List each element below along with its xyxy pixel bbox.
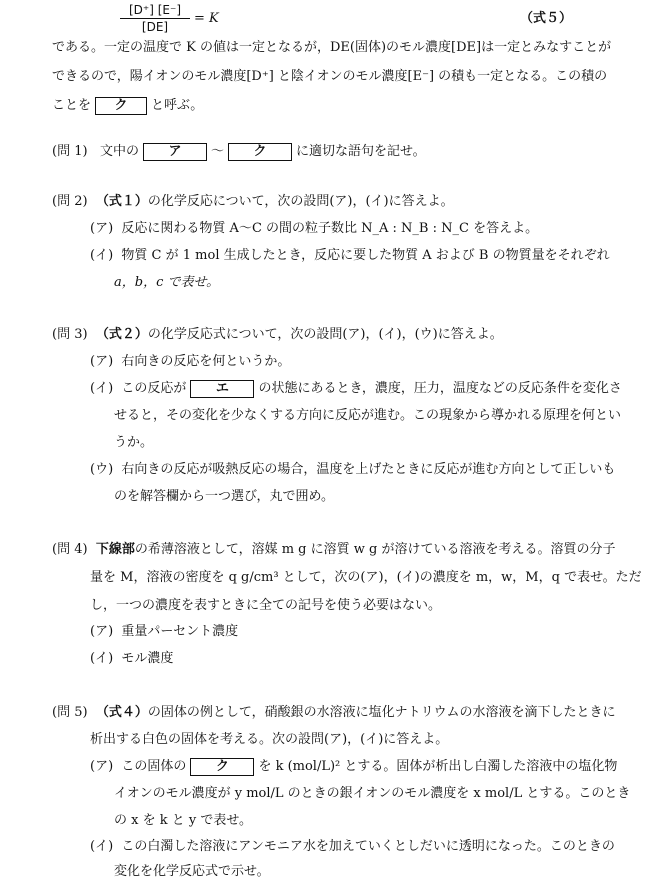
blank-box-ku-q1[interactable]: ク bbox=[228, 143, 292, 161]
question-2: (問 2) （式１）の化学反応について，次の設問(ア)，(イ)に答えよ。 bbox=[52, 194, 454, 209]
q2-b-line-1: (イ) 物質 C が 1 mol 生成したとき，反応に要した物質 A および B の物質量をそれぞれ bbox=[90, 248, 610, 263]
q4-line-2: 量を M，溶液の密度を q g/cm³ として，次の(ア)，(イ)の濃度を m，w，M，q で表せ。ただ bbox=[90, 570, 642, 585]
question-4: (問 4) 下線部の希薄溶液として，溶媒 m g に溶質 w g が溶けている溶液を考える。溶質の分子 bbox=[52, 542, 616, 557]
q3-b-line-3: うか。 bbox=[114, 435, 154, 450]
intro-line-1: である。一定の温度で K の値は一定となるが，DE(固体)のモル濃度[DE]は一定とみなすことが bbox=[52, 40, 612, 55]
q5-b-line-1: (イ) この白濁した溶液にアンモニア水を加えていくとしだいに透明になった。このときの bbox=[90, 839, 615, 854]
q5-a-line-3: の x を k と y で表せ。 bbox=[114, 813, 252, 828]
q3-a: (ア) 右向きの反応を何というか。 bbox=[90, 354, 291, 369]
q1-number: (問 1) bbox=[52, 144, 88, 159]
q5-line-2: 析出する白色の固体を考える。次の設問(ア)，(イ)に答えよ。 bbox=[90, 732, 449, 747]
q3-c-line-1: (ウ) 右向きの反応が吸熱反応の場合，温度を上げたときに反応が進む方向として正しいも bbox=[90, 462, 616, 477]
q5-a-line-2: イオンのモル濃度が y mol/L のときの銀イオンのモル濃度を x mol/L とする。このとき bbox=[114, 786, 631, 801]
blank-box-ku-q5[interactable]: ク bbox=[190, 758, 254, 776]
q3-b-line-1: (イ) この反応が エ の状態にあるとき，濃度，圧力，温度などの反応条件を変化さ bbox=[90, 380, 622, 396]
q2-a: (ア) 反応に関わる物質 A～C の間の粒子数比 N_A : N_B : N_C を答えよ。 bbox=[90, 221, 539, 236]
q4-b: (イ) モル濃度 bbox=[90, 651, 174, 666]
q3-b-line-2: せると，その変化を少なくする方向に反応が進む。この現象から導かれる原理を何とい bbox=[114, 408, 622, 423]
question-5: (問 5) （式４）の固体の例として，硝酸銀の水溶液に塩化ナトリウムの水溶液を滴下したときに bbox=[52, 705, 616, 720]
intro-line-2: できるので，陽イオンのモル濃度[D⁺] と陰イオンのモル濃度[E⁻] の積も一定となる。この積の bbox=[52, 69, 608, 84]
equation-numerator: [D⁺] [E⁻] bbox=[120, 2, 190, 19]
q4-line-3: し，一つの濃度を表すときに全ての記号を使う必要はない。 bbox=[90, 598, 442, 613]
equation-label: （式５） bbox=[520, 11, 573, 26]
equation-fraction bbox=[120, 2, 190, 35]
blank-box-e[interactable]: エ bbox=[190, 380, 254, 398]
equation-rhs: = K bbox=[194, 11, 219, 26]
q3-c-line-2: のを解答欄から一つ選び，丸で囲め。 bbox=[114, 489, 334, 504]
intro-line-3: ことを ク と呼ぶ。 bbox=[52, 97, 204, 113]
q5-a-line-1: (ア) この固体の ク を k (mol/L)² とする。固体が析出し白濁した溶液中の塩化物 bbox=[90, 758, 618, 774]
blank-box-ku[interactable]: ク bbox=[95, 97, 147, 115]
q5-b-line-2: 変化を化学反応式で示せ。 bbox=[114, 864, 270, 879]
question-1: (問 1) 文中の ア ～ ク に適切な語句を記せ。 bbox=[52, 143, 426, 159]
q4-a: (ア) 重量パーセント濃度 bbox=[90, 624, 239, 639]
equation-denominator: [DE] bbox=[141, 20, 169, 34]
question-3: (問 3) （式２）の化学反応式について，次の設問(ア)，(イ)，(ウ)に答えよ。 bbox=[52, 327, 503, 342]
q2-b-line-2: a，b，c で表せ。 bbox=[114, 275, 220, 290]
blank-box-a[interactable]: ア bbox=[143, 143, 207, 161]
